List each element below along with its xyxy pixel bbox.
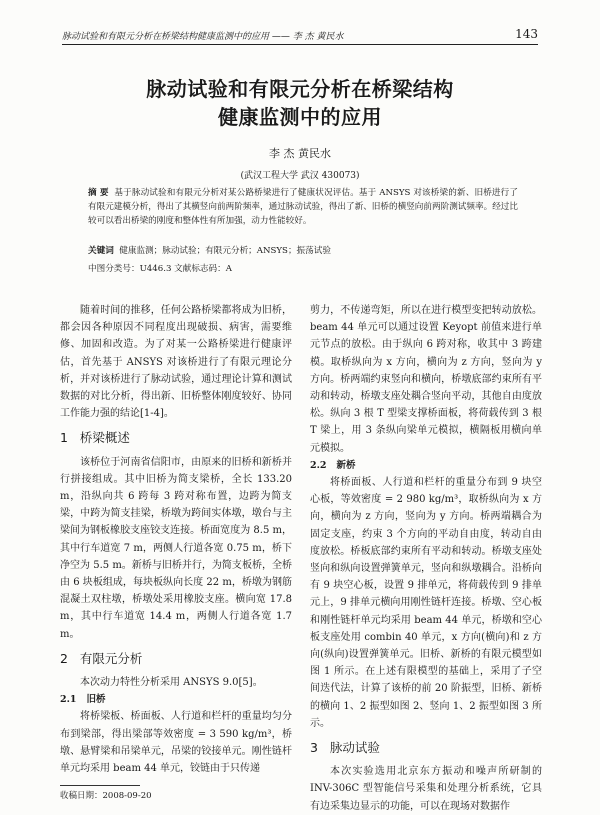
section-3-paragraph: 本次实验选用北京东方振动和噪声所研制的 INV-306C 型智能信号采集和处理分析系统，它具有边采集边显示的功能，可以在现场对数据作 <box>310 766 542 812</box>
section-1-number: 1 <box>60 430 68 446</box>
section-2-1-heading <box>60 691 292 708</box>
authors: 李 杰 黄民水 <box>269 147 331 160</box>
section-2-title: 有限元分析 <box>79 650 143 666</box>
section-1-paragraph: 该桥位于河南省信阳市，由原来的旧桥和新桥并行拼接组成。其中旧桥为简支梁桥，全长 133.20 m，沿纵向共 6 跨每 3 跨对称布置，边跨为简支梁，中跨为简支挂梁，桥墩为跨间实体墩，墩台与主梁间为钢板橡胶支座铰支连接。桥面宽度为 8.5 m，其中行车道宽 7 m，两侧人行道各宽 0.75 m，桥下净空为 5.5 m。新桥与旧桥并行，为简支板桥，全桥由 6 块板组成，每块板纵向长度 22 m，桥墩为钢筋混凝土双柱墩，桥墩处采用橡胶支座。横向宽 17.8 m，其中行车道宽 14.4 m，两侧人行道各宽 1.7 m。 <box>60 456 292 640</box>
article-title-line-1: 脉动试验和有限元分析在桥梁结构 <box>146 77 454 101</box>
classification: 中图分类号：U446.3 文献标志码：A <box>88 264 232 274</box>
keywords-label: 关键词 <box>88 246 114 256</box>
footnote-rule <box>60 785 140 786</box>
section-3-heading <box>310 739 542 756</box>
section-2-2-title: 新桥 <box>336 459 356 471</box>
section-2-1-title: 旧桥 <box>86 694 106 706</box>
section-2-2-paragraph: 将桥面板、人行道和栏杆的重量分布到 9 块空心板，等效密度 = 2 980 kg/m³，取桥纵向为 x 方向，横向为 z 方向，竖向为 y 方向。桥两端耦合为固定支座，约束 3 个方向的平动自由度，转动自由度放松。桥板底部约束所有平动和转动。桥墩支座处竖向和纵向设置弹簧单元，竖向和纵墩耦合。沿桥向有 9 块空心板，设置 9 排单元，将荷载传到 9 排单元上，9 排单元横向用刚性链杆连接。桥墩、空心板和刚性链杆单元均采用 beam 44 单元，桥墩和空心板支座处用 combin 40 单元，x 方向(横向)和 z 方向(纵向)设置弹簧单元。旧桥、新桥的有限元模型如图 1 所示。在上述有限模型的基础上，采用了子空间迭代法，计算了该桥的前 20 阶振型，旧桥、新桥的横向 1、2 振型如图 2、竖向 1、2 振型如图 3 所示。 <box>310 477 542 729</box>
right-column <box>310 302 542 815</box>
section-2-1-number: 2.1 <box>60 694 77 706</box>
intro-paragraph: 随着时间的推移，任何公路桥梁都将成为旧桥，都会因各种原因不同程度出现破损、病害，需要维修、加固和改造。为了对某一公路桥梁进行健康评估，首先基于 ANSYS 对该桥进行了有限元理论分析，并对该桥进行了脉动试验，通过理论计算和测试数据的对比分析，得出新、旧桥整体刚度较好、协同工作能力强的结论[1-4]。 <box>60 305 292 420</box>
section-2-heading <box>60 650 292 667</box>
section-1-title: 桥梁概述 <box>79 430 130 446</box>
continued-paragraph: 剪力，不传递弯矩，所以在进行模型变把转动放松。beam 44 单元可以通过设置 Keyopt 前值来进行单元节点的放松。由于纵向 6 跨对称，收其中 3 跨建模。取桥纵向为 x 方向，横向为 z 方向，竖向为 y 方向。桥两端约束竖向和横向，桥墩底部约束所有平动和转动，桥墩支座处耦合竖向平动，其他自由度放松。纵向 3 根 T 型梁支撑桥面板，将荷载传到 3 根 T 梁上，用 3 条纵向梁单元模拟，横隔板用横向单元模拟。 <box>310 305 542 454</box>
section-2-2-heading <box>310 457 542 474</box>
keywords <box>88 244 518 258</box>
keywords-text: 健康监测；脉动试验；有限元分析；ANSYS；振荡试验 <box>119 246 331 256</box>
left-column <box>60 302 292 805</box>
affiliation: (武汉工程大学 武汉 430073) <box>240 171 360 181</box>
section-3-number: 3 <box>310 740 318 756</box>
abstract <box>88 186 518 228</box>
page-number: 143 <box>515 27 538 41</box>
section-2-paragraph: 本次动力特性分析采用 ANSYS 9.0[5]。 <box>80 677 263 689</box>
running-title: 脉动试验和有限元分析在桥梁结构健康监测中的应用 —— 李 杰 黄民水 <box>62 32 344 42</box>
section-1-heading <box>60 429 292 446</box>
section-3-title: 脉动试验 <box>329 740 380 756</box>
received-date: 收稿日期：2008-09-20 <box>60 791 152 802</box>
abstract-label: 摘 要 <box>88 188 109 198</box>
section-2-1-paragraph: 将桥梁板、桥面板、人行道和栏杆的重量均匀分布到梁部，得出梁部等效密度 = 3 590 kg/m³，桥墩、悬臂梁和吊梁单元，吊梁的铰接单元。刚性链杆单元均采用 beam 44 单元，铰链由于只传递 <box>60 711 292 775</box>
section-2-number: 2 <box>60 650 68 666</box>
article-title-line-2: 健康监测中的应用 <box>218 105 382 129</box>
section-2-2-number: 2.2 <box>310 459 327 471</box>
running-header <box>62 26 538 45</box>
abstract-text: 基于脉动试验和有限元分析对某公路桥梁进行了健康状况评估。基于 ANSYS 对该桥梁的新、旧桥进行了有限元建模分析，得出了其横竖向前两阶频率，通过脉动试验，得出了新、旧桥的横竖向前两阶测试频率。经过比较可以看出桥梁的刚度和整体性有所加强，动力性能较好。 <box>88 188 518 226</box>
